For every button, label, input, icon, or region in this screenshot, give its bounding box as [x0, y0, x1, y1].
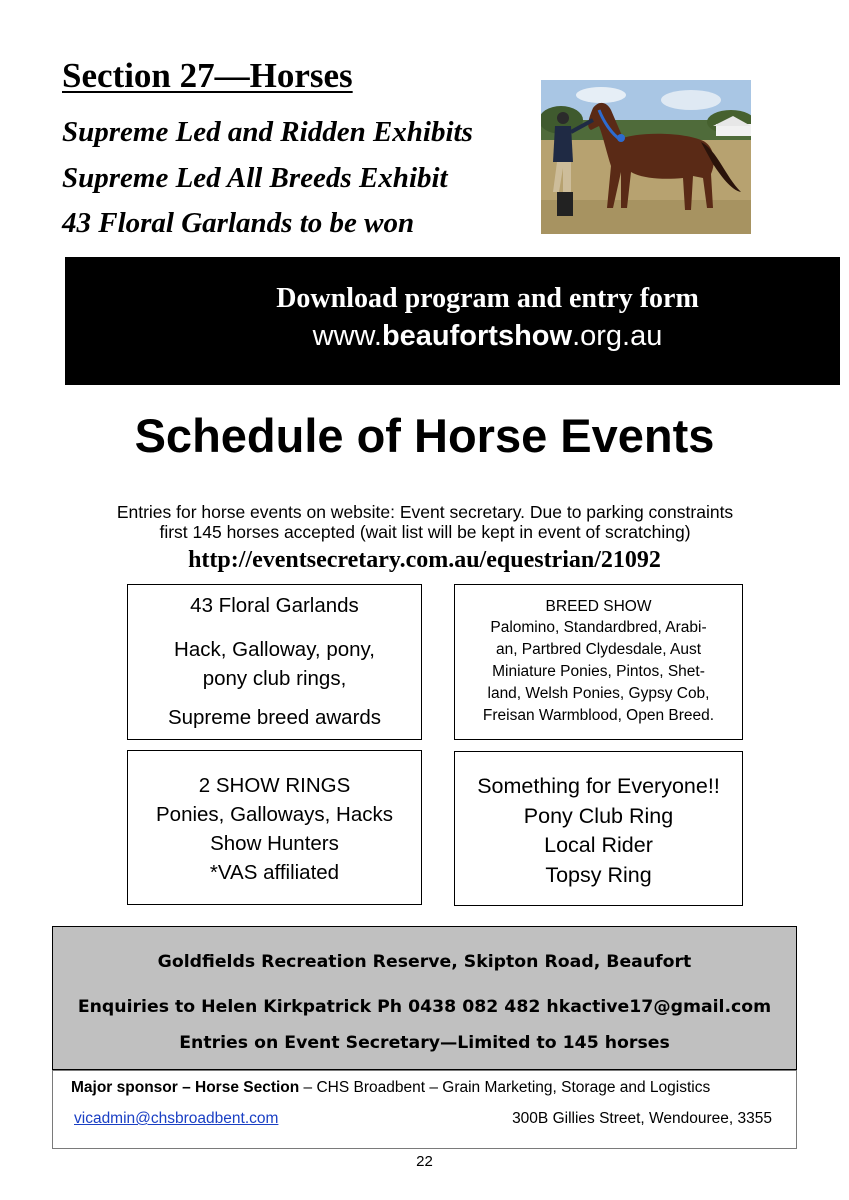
headline-floral-garlands: 43 Floral Garlands to be won [62, 207, 415, 239]
floral-garlands-box [127, 584, 422, 740]
event-secretary-link[interactable]: http://eventsecretary.com.au/equestrian/21092 [188, 547, 661, 573]
enquiries-contact: Enquiries to Helen Kirkpatrick Ph 0438 082 482 hkactive17@gmail.com [77, 997, 772, 1017]
page-number: 22 [416, 1153, 433, 1170]
sponsor-line [71, 1078, 710, 1098]
schedule-title: Schedule of Horse Events [134, 409, 715, 462]
url-domain-bold: beaufortshow [381, 320, 573, 352]
sponsor-label: Major sponsor – Horse Section [71, 1079, 300, 1096]
everyone-line: Pony Club Ring [523, 803, 674, 828]
breed-line: Freisan Warmblood, Open Breed. [482, 707, 715, 724]
horse-photo-illustration [541, 80, 751, 234]
breed-show-box [454, 584, 743, 740]
url-prefix: www. [312, 320, 382, 352]
sponsor-text: – CHS Broadbent – Grain Marketing, Storage and Logistics [299, 1079, 711, 1096]
download-heading: Download program and entry form [276, 283, 699, 314]
venue-info-panel [52, 926, 797, 1070]
garlands-rings-line1: Hack, Galloway, pony, [174, 638, 375, 661]
entries-intro-line2: first 145 horses accepted (wait list will be kept in event of scratching) [159, 522, 691, 542]
headline-supreme-led-ridden: Supreme Led and Ridden Exhibits [62, 116, 473, 148]
rings-line: Ponies, Galloways, Hacks [156, 803, 393, 826]
garlands-supreme: Supreme breed awards [167, 706, 382, 729]
garlands-rings-line2: pony club rings, [202, 667, 347, 690]
garlands-rings [128, 635, 421, 693]
section-title: Section 27—Horses [62, 56, 353, 95]
garlands-title: 43 Floral Garlands [190, 594, 359, 617]
headline-supreme-all-breeds: Supreme Led All Breeds Exhibit [62, 162, 448, 194]
breed-line: land, Welsh Ponies, Gypsy Cob, [487, 685, 710, 702]
breed-show-list [463, 617, 734, 727]
everyone-line: Something for Everyone!! [477, 774, 720, 798]
download-url-link[interactable] [125, 319, 849, 353]
sponsor-email-link[interactable]: vicadmin@chsbroadbent.com [74, 1110, 279, 1127]
entries-intro-line1: Entries for horse events on website: Event secretary. Due to parking constraints [116, 502, 734, 522]
breed-line: Palomino, Standardbred, Arabi- [490, 619, 707, 636]
entries-limit: Entries on Event Secretary—Limited to 145 horses [179, 1033, 670, 1053]
sponsor-box [52, 1070, 797, 1149]
rings-line: 2 SHOW RINGS [198, 774, 351, 797]
rings-line: *VAS affiliated [209, 861, 340, 884]
entries-intro [40, 502, 810, 542]
breed-line: an, Partbred Clydesdale, Aust [495, 641, 702, 658]
breed-line: Miniature Ponies, Pintos, Shet- [492, 663, 705, 680]
download-banner [65, 257, 840, 385]
horse-photo [541, 80, 751, 234]
breed-show-title: BREED SHOW [545, 598, 652, 615]
everyone-line: Local Rider [544, 833, 653, 857]
url-suffix: .org.au [572, 320, 663, 352]
sponsor-address: 300B Gillies Street, Wendouree, 3355 [512, 1110, 772, 1127]
venue-location: Goldfields Recreation Reserve, Skipton Road, Beaufort [157, 952, 692, 972]
show-rings-box [127, 750, 422, 905]
rings-line: Show Hunters [210, 832, 339, 855]
something-for-everyone-box [454, 751, 743, 906]
everyone-line: Topsy Ring [545, 862, 652, 887]
